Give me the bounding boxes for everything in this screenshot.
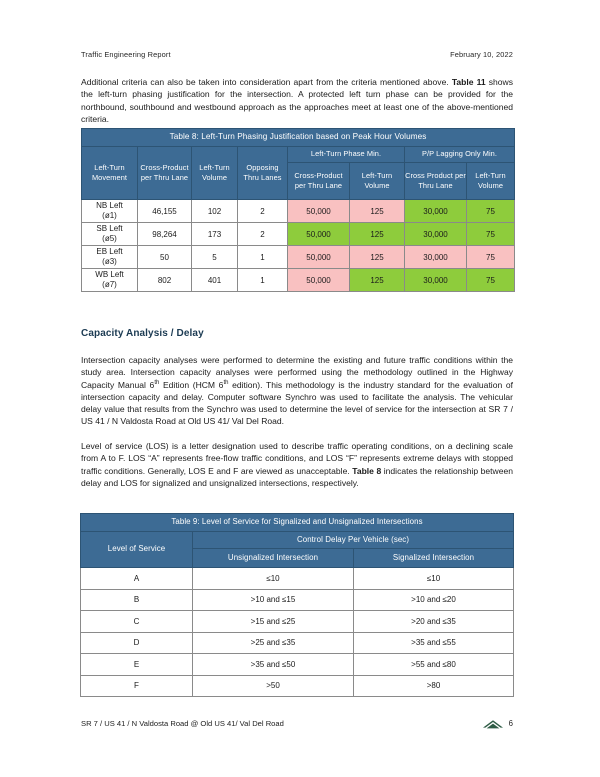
cell-los: D — [81, 632, 193, 654]
th-unsignalized-intersection: Unsignalized Intersection — [193, 549, 354, 568]
table-row — [81, 611, 514, 633]
cell-ltp-cross-product: 50,000 — [288, 223, 350, 246]
table-8-caption: Table 8: Left-Turn Phasing Justification based on Peak Hour Volumes — [82, 129, 515, 147]
table-row — [82, 246, 515, 269]
cell-los: C — [81, 611, 193, 633]
running-head — [81, 50, 513, 59]
cell-cross-product: 46,155 — [138, 200, 192, 223]
table-9-caption-row — [81, 514, 514, 532]
th-control-delay-per-vehicle: Control Delay Per Vehicle (sec) — [193, 532, 514, 549]
cell-movement — [82, 223, 138, 246]
p2-text-a: Intersection capacity analyses were performed to determine the existing and future traffic conditions within the study area. Intersection capacity analyses were performed using the methodology outlined in the Highway Capacity Manual 6 — [81, 355, 513, 390]
table-9-level-of-service — [80, 513, 514, 697]
table-row — [82, 223, 515, 246]
cell-ltp-lt-volume: 125 — [350, 200, 405, 223]
cell-pp-lt-volume: 75 — [467, 200, 515, 223]
running-head-title: Traffic Engineering Report — [81, 50, 171, 59]
table-8-header-row-1 — [82, 147, 515, 163]
cell-ltp-cross-product: 50,000 — [288, 246, 350, 269]
th-left-turn-volume: Left-Turn Volume — [192, 147, 238, 200]
p2-superscript-2: th — [223, 379, 229, 386]
th-ltp-left-turn-volume: Left-Turn Volume — [350, 163, 405, 200]
movement-phase: (ø1) — [102, 211, 117, 220]
paragraph-capacity-analysis — [81, 354, 513, 428]
cell-signalized-delay: >20 and ≤35 — [354, 611, 514, 633]
cell-movement — [82, 200, 138, 223]
footer-right-group — [482, 718, 513, 729]
running-head-date: February 10, 2022 — [450, 50, 513, 59]
movement-phase: (ø5) — [102, 234, 117, 243]
table-row — [81, 632, 514, 654]
cell-ltp-cross-product: 50,000 — [288, 200, 350, 223]
cell-lt-volume: 401 — [192, 269, 238, 292]
cell-signalized-delay: ≤10 — [354, 568, 514, 590]
table-row — [81, 675, 514, 697]
movement-name: NB Left — [96, 201, 123, 211]
cell-opposing-lanes: 1 — [238, 246, 288, 269]
page-number: 6 — [508, 719, 513, 728]
th-signalized-intersection: Signalized Intersection — [354, 549, 514, 568]
table-row — [81, 568, 514, 590]
th-level-of-service: Level of Service — [81, 532, 193, 568]
p1-text-after: shows the left-turn phasing justification for the intersection. A protected left turn phase can be provided for the northbound, southbound and westbound approach as the approaches meet at least one of the above-mentioned criteria. — [81, 77, 513, 124]
cell-los: B — [81, 589, 193, 611]
table-8-caption-row — [82, 129, 515, 147]
table-row — [82, 269, 515, 292]
chevron-mark-icon — [482, 718, 504, 729]
cell-unsignalized-delay: >35 and ≤50 — [193, 654, 354, 676]
paragraph-level-of-service — [81, 440, 513, 489]
cell-pp-lt-volume: 75 — [467, 223, 515, 246]
cell-unsignalized-delay: >50 — [193, 675, 354, 697]
cell-ltp-lt-volume: 125 — [350, 269, 405, 292]
p3-text-b: indicates the relationship between delay and LOS for signalized and unsignalized intersections, respectively. — [81, 465, 513, 488]
movement-name: WB Left — [95, 270, 124, 280]
p2-superscript-1: th — [154, 379, 160, 386]
p2-text-c: edition). This methodology is the industry standard for the evaluation of intersection capacity and delay. Computer software Synchro was used to facilitate the analysis. The vehicular delay value that results from the Synchro was used to determine the level of service for the intersection at SR 7 / US 41 / N Valdosta Road at Old US 41/ Val Del Road. — [81, 379, 513, 427]
th-ltp-cross-product: Cross-Product per Thru Lane — [288, 163, 350, 200]
th-pp-cross-product: Cross Product per Thru Lane — [405, 163, 467, 200]
cell-signalized-delay: >55 and ≤80 — [354, 654, 514, 676]
cell-los: E — [81, 654, 193, 676]
th-group-left-turn-phase-min: Left-Turn Phase Min. — [288, 147, 405, 163]
p2-text-b: Edition (HCM 6 — [159, 379, 224, 390]
p1-text-before: Additional criteria can also be taken into consideration apart from the criteria mentioned above. — [81, 77, 452, 87]
section-heading-capacity-analysis: Capacity Analysis / Delay — [81, 328, 204, 339]
cell-opposing-lanes: 2 — [238, 223, 288, 246]
cell-unsignalized-delay: >15 and ≤25 — [193, 611, 354, 633]
cell-cross-product: 50 — [138, 246, 192, 269]
cell-lt-volume: 5 — [192, 246, 238, 269]
th-left-turn-movement: Left-Turn Movement — [82, 147, 138, 200]
movement-name: SB Left — [96, 224, 123, 234]
cell-unsignalized-delay: >10 and ≤15 — [193, 589, 354, 611]
cell-pp-cross-product: 30,000 — [405, 269, 467, 292]
cell-ltp-lt-volume: 125 — [350, 223, 405, 246]
footer-project-title: SR 7 / US 41 / N Valdosta Road @ Old US 41/ Val Del Road — [81, 719, 284, 728]
table-8-left-turn-phasing — [81, 128, 515, 292]
th-group-pp-lagging-only-min: P/P Lagging Only Min. — [405, 147, 515, 163]
cell-signalized-delay: >80 — [354, 675, 514, 697]
table-9-caption: Table 9: Level of Service for Signalized and Unsignalized Intersections — [81, 514, 514, 532]
cell-unsignalized-delay: >25 and ≤35 — [193, 632, 354, 654]
cell-movement — [82, 269, 138, 292]
cell-pp-cross-product: 30,000 — [405, 246, 467, 269]
page-footer — [81, 718, 513, 729]
movement-phase: (ø7) — [102, 280, 117, 289]
cell-pp-lt-volume: 75 — [467, 269, 515, 292]
cell-unsignalized-delay: ≤10 — [193, 568, 354, 590]
paragraph-additional-criteria — [81, 76, 513, 125]
cell-lt-volume: 173 — [192, 223, 238, 246]
movement-phase: (ø3) — [102, 257, 117, 266]
cell-ltp-lt-volume: 125 — [350, 246, 405, 269]
cell-pp-lt-volume: 75 — [467, 246, 515, 269]
cell-pp-cross-product: 30,000 — [405, 200, 467, 223]
table-11-reference: Table 11 — [451, 77, 486, 87]
cell-los: F — [81, 675, 193, 697]
p3-text-a: Level of service (LOS) is a letter designation used to describe traffic operating conditions, on a declining scale from A to F. LOS “A” represents free-flow traffic conditions, and LOS “F” represents extreme delays with stopped traffic conditions. Generally, LOS E and F are viewed as unacceptable. — [81, 441, 513, 476]
cell-pp-cross-product: 30,000 — [405, 223, 467, 246]
cell-opposing-lanes: 1 — [238, 269, 288, 292]
table-9-header-row-1 — [81, 532, 514, 549]
cell-movement — [82, 246, 138, 269]
th-cross-product-per-thru-lane: Cross-Product per Thru Lane — [138, 147, 192, 200]
th-pp-left-turn-volume: Left-Turn Volume — [467, 163, 515, 200]
table-row — [81, 589, 514, 611]
cell-cross-product: 802 — [138, 269, 192, 292]
movement-name: EB Left — [96, 247, 123, 257]
table-row — [82, 200, 515, 223]
cell-los: A — [81, 568, 193, 590]
cell-ltp-cross-product: 50,000 — [288, 269, 350, 292]
cell-signalized-delay: >10 and ≤20 — [354, 589, 514, 611]
cell-signalized-delay: >35 and ≤55 — [354, 632, 514, 654]
cell-cross-product: 98,264 — [138, 223, 192, 246]
table-8-reference: Table 8 — [352, 465, 382, 476]
table-row — [81, 654, 514, 676]
cell-opposing-lanes: 2 — [238, 200, 288, 223]
th-opposing-thru-lanes: Opposing Thru Lanes — [238, 147, 288, 200]
cell-lt-volume: 102 — [192, 200, 238, 223]
